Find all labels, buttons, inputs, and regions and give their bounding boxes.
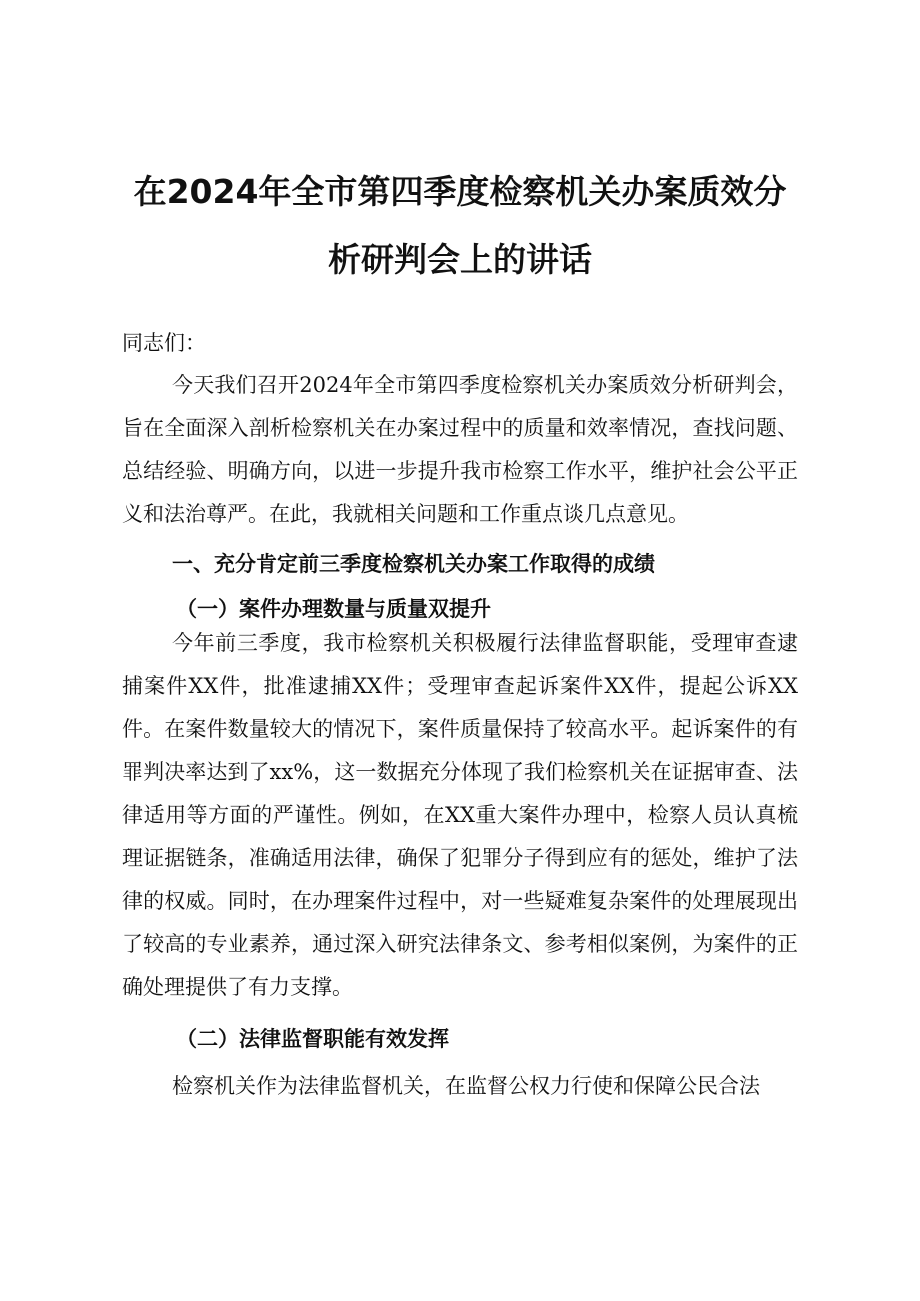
subsection-1-paragraph: 今年前三季度，我市检察机关积极履行法律监督职能，受理审查逮捕案件XX件，批准逮捕XX件；受理审查起诉案件XX件，提起公诉XX件。在案件数量较大的情况下，案件质量保持了较高水平。起诉案件的有罪判决率达到了xx%，这一数据充分体现了我们检察机关在证据审查、法律适用等方面的严谨性。例如，在XX重大案件办理中，检察人员认真梳理证据链条，准确适用法律，确保了犯罪分子得到应有的惩处，维护了法律的权威。同时，在办理案件过程中，对一些疑难复杂案件的处理展现出了较高的专业素养，通过深入研究法律条文、参考相似案例，为案件的正确处理提供了有力支撑。 — [122, 631, 798, 999]
subsection-1-heading: （一）案件办理数量与质量双提升 — [176, 596, 491, 621]
intro-paragraph: 今天我们召开2024年全市第四季度检察机关办案质效分析研判会，旨在全面深入剖析检察机关在办案过程中的质量和效率情况，查找问题、总结经验、明确方向，以进一步提升我市检察工作水平，维护社会公平正义和法治尊严。在此，我就相关问题和工作重点谈几点意见。 — [122, 373, 798, 526]
salutation: 同志们： — [122, 331, 206, 355]
document-title-line-1: 在2024年全市第四季度检察机关办案质效分 — [133, 172, 787, 211]
subsection-2-paragraph: 检察机关作为法律监督机关，在监督公权力行使和保障公民合法 — [172, 1074, 760, 1098]
section-1-heading: 一、充分肯定前三季度检察机关办案工作取得的成绩 — [172, 551, 655, 576]
subsection-2-heading: （二）法律监督职能有效发挥 — [176, 1026, 449, 1051]
document-title-line-2: 析研判会上的讲话 — [328, 240, 592, 279]
